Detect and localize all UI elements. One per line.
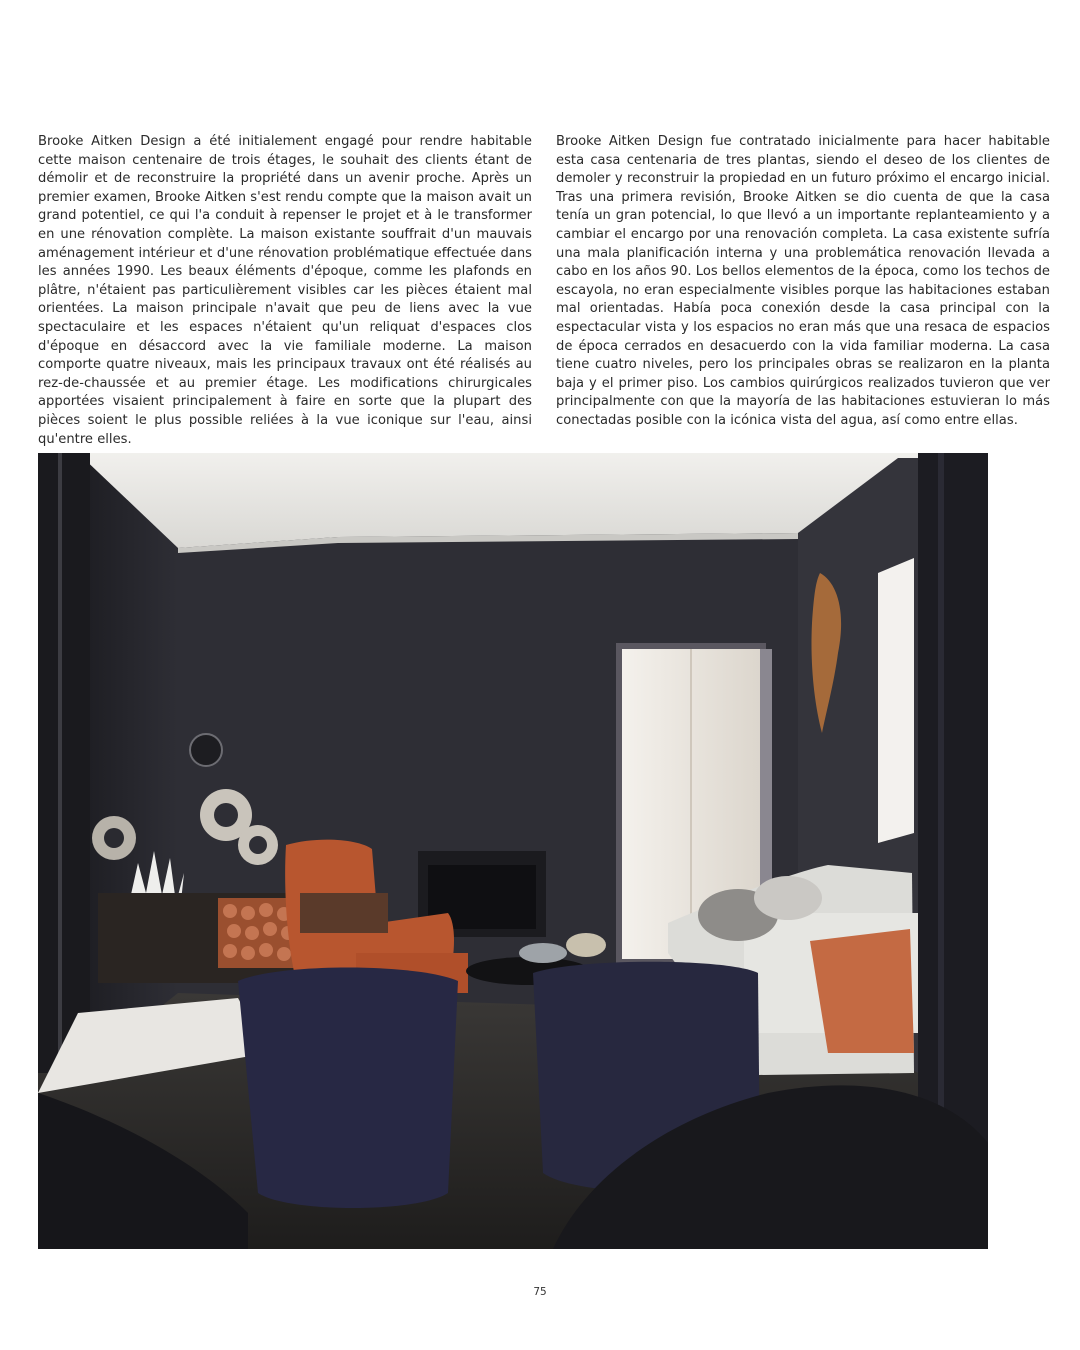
interior-photo (38, 453, 1050, 1249)
living-room-illustration (38, 453, 1050, 1249)
french-text-column: Brooke Aitken Design a été initialement engagé pour rendre habitable cette maison centenaire de trois étages, le souhait des clients étant de démolir et de reconstruire la propriété dans un avenir proche. Après un premier examen, Brooke Aitken s'est rendu compte que la maison avait un grand potentiel, ce qui l'a conduit à repenser le projet et à le transformer en une rénovation complète. La maison existante souffrait d'un mauvais aménagement intérieur et d'une rénovation problématique effectuée dans les années 1990. Les beaux éléments d'époque, comme les plafonds en plâtre, n'étaient pas particulièrement visibles car les pièces étaient mal orientées. La maison principale n'avait que peu de liens avec la vue spectaculaire et les espaces n'étaient qu'un reliquat d'espaces clos d'époque en désaccord avec la vie familiale moderne. La maison comporte quatre niveaux, mais les principaux travaux ont été réalisés au rez-de-chaussée et au premier étage. Les modifications chirurgicales apportées visaient principalement à faire en sorte que la plupart des pièces soient le plus possible reliées à la vue iconique sur l'eau, ainsi qu'entre elles. (38, 134, 532, 447)
spanish-text-column: Brooke Aitken Design fue contratado inicialmente para hacer habitable esta casa centenaria de tres plantas, siendo el deseo de los clientes de demoler y reconstruir la propiedad en un futuro próximo el encargo inicial. Tras una primera revisión, Brooke Aitken se dio cuenta de que la casa tenía un gran potencial, lo que llevó a un importante replanteamiento y a cambiar el encargo por una renovación completa. La casa existente sufría una mala planificación interna y una problemática renovación llevada a cabo en los años 90. Los bellos elementos de la época, como los techos de escayola, no eran especialmente visibles porque las habitaciones estaban mal orientadas. Había poca conexión desde la casa principal con la espectacular vista y los espacios no eran más que una resaca de espacios de época cerrados en desacuerdo con la vida familiar moderna. La casa tiene cuatro niveles, pero los principales obras se realizaron en la planta baja y el primer piso. Los cambios quirúrgicos realizados tuvieron que ver principalmente con que la mayoría de las habitaciones estuvieran lo más conectadas posible con la icónica vista del agua, así como entre ellas. (556, 134, 1050, 428)
page-number: 75 (533, 1286, 547, 1298)
